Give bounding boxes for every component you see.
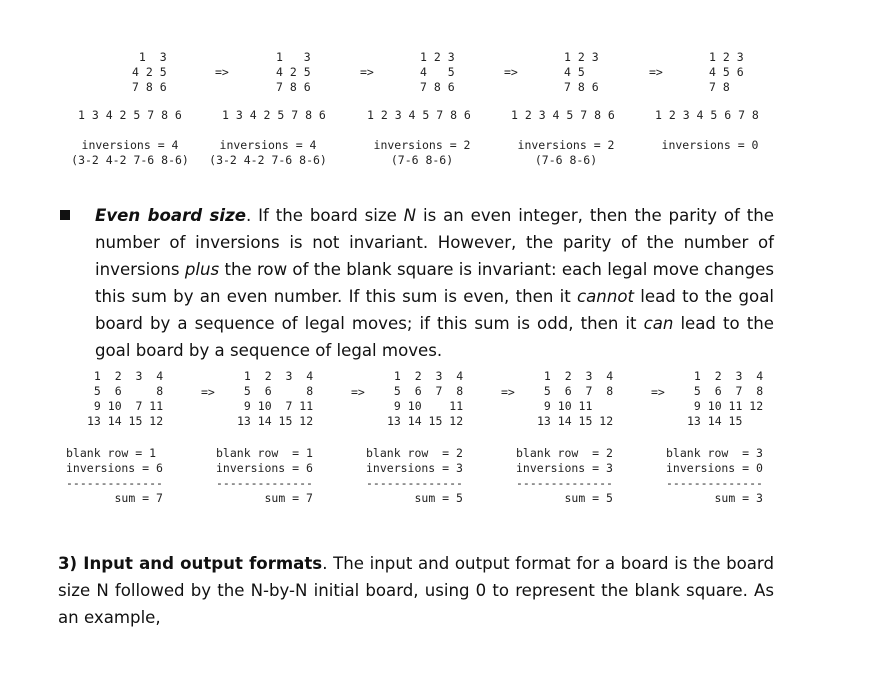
bullet-square-icon [60, 210, 70, 220]
inversion-count: inversions = 6 [66, 461, 163, 475]
blank-row: blank row = 1 [66, 446, 157, 460]
inversion-block [68, 138, 192, 168]
sum-rule: -------------- [366, 476, 463, 490]
inversion-block [504, 138, 628, 168]
arrow: => [215, 65, 229, 79]
inversion-pairs: (3-2 4-2 7-6 8-6) [71, 153, 189, 167]
inversion-count: inversions = 2 [517, 138, 615, 152]
even-board-title: Even board size [95, 206, 246, 225]
inversion-pairs: (7-6 8-6) [390, 153, 454, 167]
sum-block [666, 446, 763, 506]
even-board-bullet [58, 202, 774, 364]
arrow: => [201, 385, 215, 399]
sum-value: sum = 7 [264, 491, 313, 505]
blank-row: blank row = 3 [666, 446, 763, 460]
sum-value: sum = 3 [714, 491, 763, 505]
inversion-block [648, 138, 772, 153]
inversion-block [206, 138, 330, 168]
blank-row: blank row = 2 [366, 446, 463, 460]
arrow: => [504, 65, 518, 79]
board-grid: 1 2 3 4 5 6 8 9 10 7 11 13 14 15 12 [87, 369, 164, 428]
four-by-four-figure [0, 369, 871, 514]
board-grid: 1 2 3 4 5 6 7 8 9 10 11 13 14 15 12 [537, 369, 614, 428]
blank-row: blank row = 2 [516, 446, 613, 460]
inversion-count: inversions = 0 [666, 461, 763, 475]
board-sequence: 1 2 3 4 5 7 8 6 [511, 108, 615, 122]
sum-block [366, 446, 463, 506]
inversion-count: inversions = 3 [516, 461, 613, 475]
board-grid: 1 2 3 4 5 7 8 6 [420, 50, 455, 94]
sum-value: sum = 7 [114, 491, 163, 505]
inversion-count: inversions = 4 [81, 138, 179, 152]
inversion-count: inversions = 2 [373, 138, 471, 152]
board-grid: 1 3 4 2 5 7 8 6 [276, 50, 311, 94]
even-board-paragraph: Even board size. If the board size N is an even integer, then the parity of the number of inversions is not invariant. However, the parity of the number of inversions plus the row of the blank square is invariant: each legal move changes this sum by an even number. If this sum is even, then it cannot lead to the goal board by a sequence of legal moves; if this sum is odd, then it can lead to the goal board by a sequence of legal moves. [95, 206, 774, 360]
board-grid: 1 2 3 4 5 6 8 9 10 7 11 13 14 15 12 [237, 369, 314, 428]
arrow: => [651, 385, 665, 399]
arrow: => [649, 65, 663, 79]
inversion-count: inversions = 4 [219, 138, 317, 152]
sum-rule: -------------- [216, 476, 313, 490]
sum-value: sum = 5 [564, 491, 613, 505]
sum-block [216, 446, 313, 506]
board-sequence: 1 3 4 2 5 7 8 6 [222, 108, 326, 122]
sum-rule: -------------- [66, 476, 163, 490]
arrow: => [351, 385, 365, 399]
inversion-pairs: (3-2 4-2 7-6 8-6) [209, 153, 327, 167]
sum-block [66, 446, 163, 506]
sum-rule: -------------- [666, 476, 763, 490]
sum-value: sum = 5 [414, 491, 463, 505]
three-by-three-figure [0, 50, 871, 175]
arrow: => [501, 385, 515, 399]
io-format-paragraph: 3) Input and output formats. The input and output format for a board is the board size N followed by the N-by-N initial board, using 0 to represent the blank square. As an example, [58, 554, 774, 627]
board-sequence: 1 2 3 4 5 6 7 8 [655, 108, 759, 122]
board-sequence: 1 2 3 4 5 7 8 6 [367, 108, 471, 122]
inversion-count: inversions = 6 [216, 461, 313, 475]
inversion-count: inversions = 3 [366, 461, 463, 475]
inversion-block [360, 138, 484, 168]
board-grid: 1 2 3 4 5 6 7 8 9 10 11 13 14 15 12 [387, 369, 464, 428]
inversion-count: inversions = 0 [661, 138, 759, 152]
inversion-pairs: (7-6 8-6) [534, 153, 598, 167]
board-grid: 1 3 4 2 5 7 8 6 [132, 50, 167, 94]
board-grid: 1 2 3 4 5 7 8 6 [564, 50, 599, 94]
board-sequence: 1 3 4 2 5 7 8 6 [78, 108, 182, 122]
sum-block [516, 446, 613, 506]
arrow: => [360, 65, 374, 79]
board-grid: 1 2 3 4 5 6 7 8 [709, 50, 744, 94]
section-heading: 3) Input and output formats [58, 554, 323, 573]
blank-row: blank row = 1 [216, 446, 313, 460]
board-grid: 1 2 3 4 5 6 7 8 9 10 11 12 13 14 15 [687, 369, 764, 428]
sum-rule: -------------- [516, 476, 613, 490]
